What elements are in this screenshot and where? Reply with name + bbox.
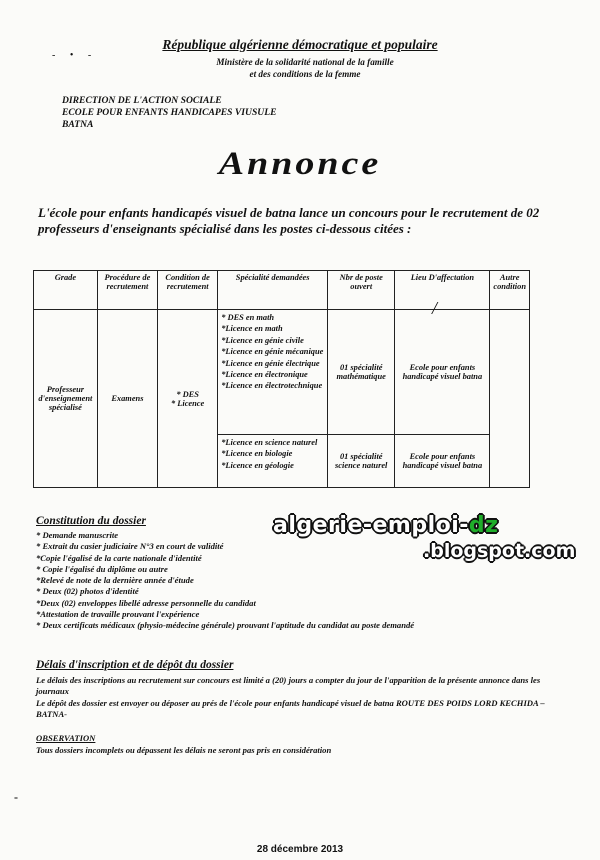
delais-paragraph-2: Le dépôt des dossier est envoyer ou déposer au prés de l'école pour enfants handicapé visuel de batna ROUTE DES POIDS LORD KECHIDA – BATNA-	[36, 697, 545, 720]
watermark-part-2: dz	[468, 513, 499, 538]
condition-licence: * Licence	[170, 398, 205, 408]
list-item: * Deux certificats médicaux (physio-médecine générale) prouvant l'aptitude du candidat au poste demandé	[36, 620, 415, 631]
margin-mark: -	[14, 790, 18, 804]
cell-condition	[158, 310, 218, 488]
table-row	[34, 310, 530, 435]
list-item: *Deux (02) enveloppes libellé adresse personnelle du candidat	[36, 597, 256, 608]
cell-lieu-1: Ecole pour enfants handicapé visuel batna	[395, 310, 490, 435]
list-item: *Licence en biologie	[221, 449, 293, 459]
positions-table	[33, 270, 530, 488]
table-header-row	[34, 271, 530, 310]
dossier-list	[36, 530, 546, 632]
page-title: Annonce	[218, 146, 382, 182]
list-item: * Deux (02) photos d'identité	[36, 586, 139, 597]
org-school: ECOLE POUR ENFANTS HANDICAPES VIUSULE	[62, 107, 277, 118]
observation-title: OBSERVATION	[36, 733, 96, 743]
list-item: *Licence en génie civile	[221, 335, 304, 345]
intro-paragraph: L'école pour enfants handicapés visuel de batna lance un concours pour le recrutement de 02 professeurs d'enseignants spécialisé dans les postes ci-dessous citées :	[38, 205, 540, 236]
delais-paragraph-1: Le délais des inscriptions au recrutement sur concours est limité a (20) jours a compter du jour de l'apparition de la présente annonce dans les journaux	[36, 675, 541, 697]
cell-procedure: Examens	[97, 310, 157, 488]
list-item: * Copie l'égalisé du diplôme ou autre	[36, 563, 168, 574]
list-item: *Licence en géologie	[221, 460, 294, 470]
list-item: *Licence en électronique	[221, 370, 308, 380]
header-nbr-poste: Nbr de poste ouvert	[328, 271, 395, 310]
ministry-line-1: Ministère de la solidarité national de la famille	[216, 57, 394, 67]
scan-marks: - • -	[52, 50, 98, 61]
org-city: BATNA	[62, 119, 94, 130]
cell-specialites-math	[218, 310, 328, 435]
cell-autre	[490, 310, 530, 488]
watermark-part-1: algerie-emploi-	[273, 513, 469, 538]
header-lieu: Lieu D'affectation	[395, 271, 490, 310]
observation-text: Tous dossiers incomplets ou dépassent les délais ne seront pas pris en considération	[36, 745, 332, 755]
header-autre: Autre condition	[490, 271, 530, 310]
watermark-blog: .blogspot.com	[423, 540, 576, 562]
hand-mark: /	[432, 298, 438, 318]
delais-title: Délais d'inscription et de dépôt du dossier	[36, 659, 234, 671]
list-item: *Licence en génie électrique	[221, 358, 320, 368]
list-item: *Licence en math	[221, 324, 283, 334]
header-condition: Condition de recrutement	[158, 271, 218, 310]
list-item: * Extrait du casier judiciaire N°3 en court de validité	[36, 541, 224, 552]
list-item: *Licence en électrotechnique	[221, 381, 323, 391]
list-item: *Licence en science naturel	[221, 438, 318, 447]
list-item: *Copie l'égalisé de la carte nationale d'identité	[36, 552, 202, 563]
condition-des: * DES	[176, 389, 199, 399]
list-item: * DES en math	[221, 313, 275, 322]
cell-nbr-science: 01 spécialité science naturel	[328, 435, 395, 488]
ministry-line-2: et des conditions de la femme	[249, 69, 361, 79]
delais-text	[36, 675, 556, 721]
org-direction: DIRECTION DE L'ACTION SOCIALE	[62, 95, 222, 106]
cell-grade: Professeur d'enseignement spécialisé	[34, 310, 98, 488]
list-item: *Licence en génie mécanique	[221, 347, 324, 357]
list-item: * Demande manuscrite	[36, 530, 119, 540]
republic-title: République algérienne démocratique et populaire	[162, 37, 438, 52]
header-grade: Grade	[34, 271, 98, 310]
dossier-title: Constitution du dossier	[36, 515, 146, 527]
publication-date: 28 décembre 2013	[256, 844, 344, 855]
header-procedure: Procédure de recrutement	[97, 271, 157, 310]
header-specialite: Spécialité demandées	[218, 271, 328, 310]
cell-nbr-math: 01 spécialité mathématique	[328, 310, 395, 435]
list-item: *Relevé de note de la dernière année d'étude	[36, 575, 194, 586]
list-item: *Attestation de travaille prouvant l'expérience	[36, 609, 200, 620]
cell-specialites-science	[218, 435, 328, 488]
cell-lieu-2: Ecole pour enfants handicapé visuel batna	[395, 435, 490, 488]
